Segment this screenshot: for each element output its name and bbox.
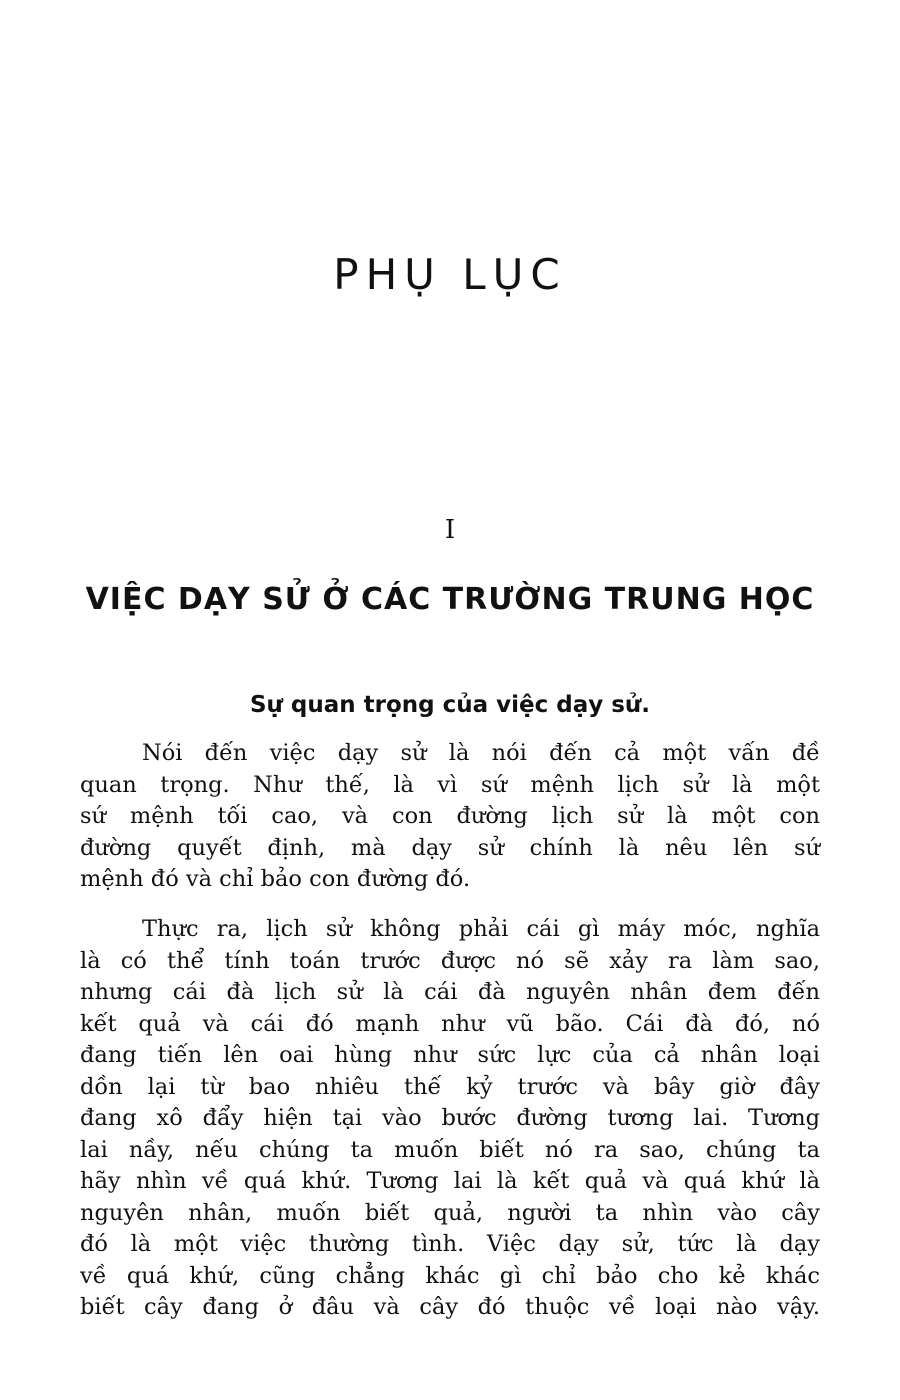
text-line: sứ mệnh tối cao, và con đường lịch sử là một con: [80, 803, 820, 829]
paragraph-1: [80, 738, 820, 896]
text-line: đang tiến lên oai hùng như sức lực của cả nhân loại: [80, 1042, 820, 1068]
text-line: nhưng cái đà lịch sử là cái đà nguyên nhân đem đến: [80, 979, 820, 1005]
text-line: đường quyết định, mà dạy sử chính là nêu lên sứ: [80, 834, 820, 861]
text-line: hãy nhìn về quá khứ. Tương lai là kết quả và quá khứ là: [80, 1168, 820, 1194]
section-heading: Sự quan trọng của việc dạy sử.: [249, 692, 651, 718]
text-line: nguyên nhân, muốn biết quả, người ta nhìn vào cây: [80, 1199, 820, 1226]
appendix-title: PHỤ LỤC: [333, 250, 567, 299]
text-line: quan trọng. Như thế, là vì sứ mệnh lịch sử là một: [80, 771, 820, 798]
chapter-title: VIỆC DẠY SỬ Ở CÁC TRƯỜNG TRUNG HỌC: [85, 582, 815, 617]
paragraph-2: [80, 914, 820, 1324]
chapter-number: I: [444, 515, 456, 545]
text-line: đang xô đẩy hiện tại vào bước đường tương lai. Tương: [80, 1105, 820, 1131]
text-line: mệnh đó và chỉ bảo con đường đó.: [80, 866, 471, 892]
text-line: đó là một việc thường tình. Việc dạy sử, tức là dạy: [80, 1231, 820, 1257]
text-line: Thực ra, lịch sử không phải cái gì máy móc, nghĩa: [142, 916, 820, 942]
text-line: Nói đến việc dạy sử là nói đến cả một vấn đề: [142, 740, 820, 766]
text-line: là có thể tính toán trước được nó sẽ xảy ra làm sao,: [80, 947, 820, 974]
text-line: kết quả và cái đó mạnh như vũ bão. Cái đà đó, nó: [80, 1010, 820, 1037]
text-line: về quá khứ, cũng chẳng khác gì chỉ bảo cho kẻ khác: [80, 1262, 820, 1289]
text-line: dồn lại từ bao nhiêu thế kỷ trước và bây giờ đây: [80, 1073, 820, 1100]
text-line: lai nầy, nếu chúng ta muốn biết nó ra sao, chúng ta: [80, 1136, 820, 1163]
text-line: biết cây đang ở đâu và cây đó thuộc về loại nào vậy.: [80, 1294, 820, 1320]
